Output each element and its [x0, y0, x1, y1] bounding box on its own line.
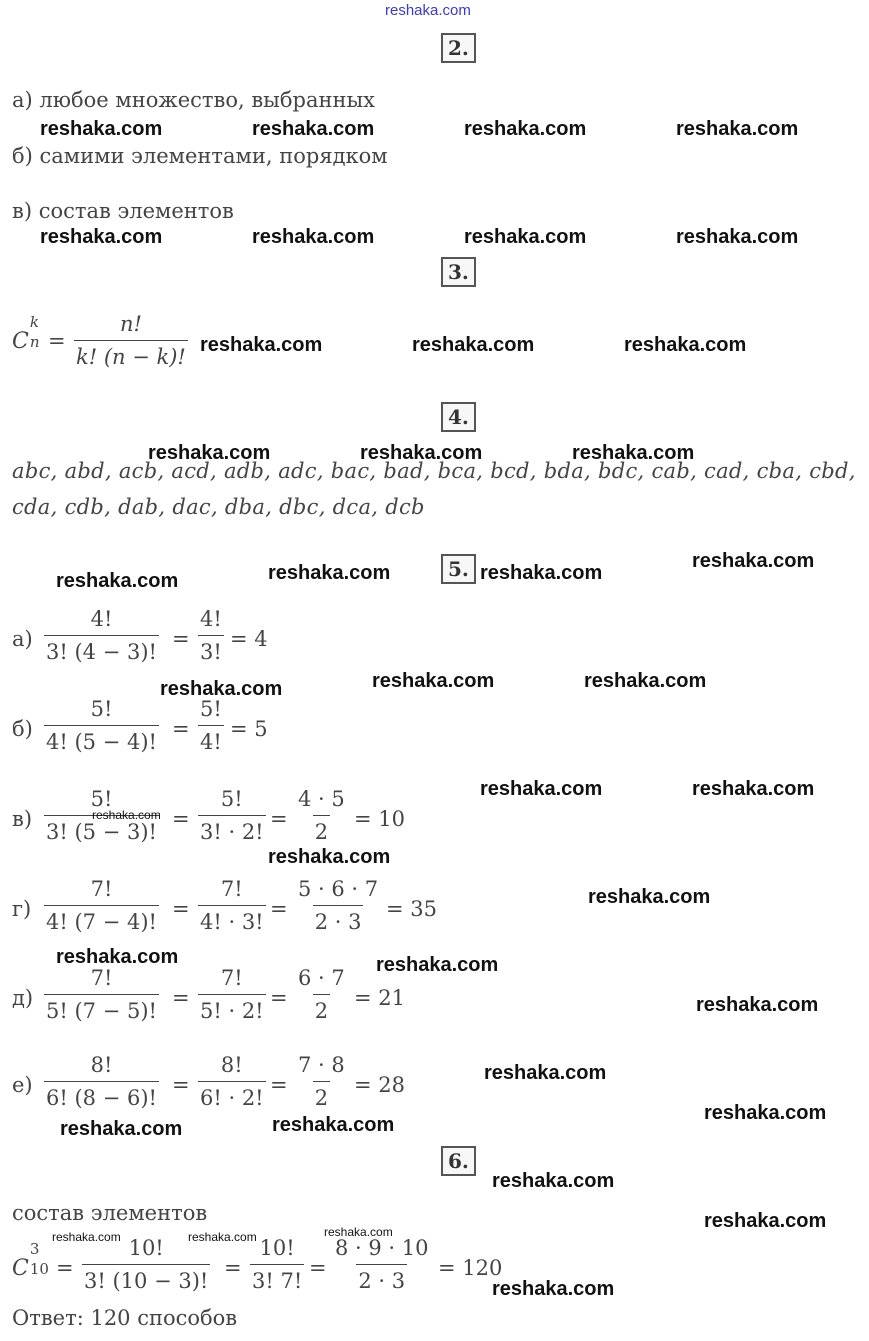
equals-sign: =	[48, 329, 66, 353]
item-label: б)	[12, 717, 33, 741]
watermark-text: reshaka.com	[268, 846, 391, 868]
watermark-text: reshaka.com	[324, 1225, 393, 1239]
fraction: $\frac{7!}{5! (7 - 5)!}$	[46, 966, 157, 1023]
watermark-text: reshaka.com	[268, 562, 391, 584]
watermark-text: reshaka.com	[464, 226, 587, 248]
watermark-text: reshaka.com	[252, 226, 375, 248]
fraction: $\frac{5!}{4! (5 - 4)!}$	[46, 697, 157, 754]
fraction: $\frac{5!}{3! (5 - 3)!}$	[46, 787, 157, 844]
result-value: = 10	[354, 807, 405, 831]
equals-sign: =	[172, 717, 190, 741]
fraction: $\frac{8 \cdot 9 \cdot 10}{2 \cdot 3}$	[335, 1236, 429, 1293]
equals-sign: =	[172, 986, 190, 1010]
equals-sign: =	[56, 1256, 74, 1280]
permutations-line-2: cda, cdb, dab, dac, dba, dbc, dca, dcb	[12, 495, 425, 519]
watermark-text: reshaka.com	[704, 1102, 827, 1124]
watermark-text: reshaka.com	[40, 226, 163, 248]
combination-formula-fraction: $\frac{n!}{k! (n - k)!}$	[76, 312, 186, 369]
watermark-text: reshaka.com	[360, 442, 483, 464]
equals-sign: =	[172, 897, 190, 921]
watermark-text: reshaka.com	[588, 886, 711, 908]
fraction: $\frac{8!}{6! \cdot 2!}$	[200, 1053, 264, 1110]
fraction: $\frac{4!}{3!}$	[200, 607, 222, 664]
equals-sign: =	[172, 1073, 190, 1097]
section-number-5: 5.	[441, 554, 476, 584]
fraction: $\frac{7 \cdot 8}{2}$	[298, 1053, 345, 1110]
watermark-text: reshaka.com	[676, 118, 799, 140]
watermark-text: reshaka.com	[272, 1114, 395, 1136]
watermark-text: reshaka.com	[56, 570, 179, 592]
equals-sign: =	[270, 986, 288, 1010]
item-label: е)	[12, 1073, 33, 1097]
answer-line-a: а) любое множество, выбранных	[12, 88, 376, 112]
watermark-text: reshaka.com	[704, 1210, 827, 1232]
result-value: = 21	[354, 986, 405, 1010]
fraction: $\frac{4 \cdot 5}{2}$	[298, 787, 345, 844]
watermark-text: reshaka.com	[480, 562, 603, 584]
answer-line-b: б) самими элементами, порядком	[12, 144, 388, 168]
fraction: $\frac{10!}{3! 7!}$	[252, 1236, 303, 1293]
permutations-line-1: abc, abd, acb, acd, adb, adc, bac, bad, bca, bcd, bda, bdc, cab, cad, cba, cbd,	[12, 459, 856, 483]
watermark-text: reshaka.com	[492, 1278, 615, 1300]
watermark-text: reshaka.com	[60, 1118, 183, 1140]
answer-line: состав элементов	[12, 1201, 208, 1225]
fraction: $\frac{7!}{4! \cdot 3!}$	[200, 877, 264, 934]
watermark-text: reshaka.com	[148, 442, 271, 464]
watermark-text: reshaka.com	[696, 994, 819, 1016]
section-number-4: 4.	[441, 402, 476, 432]
result-value: = 4	[230, 627, 268, 651]
result-value: = 35	[386, 897, 437, 921]
equals-sign: =	[224, 1256, 242, 1280]
watermark-text: reshaka.com	[200, 334, 323, 356]
site-header-link[interactable]: reshaka.com	[385, 2, 471, 19]
fraction: $\frac{6 \cdot 7}{2}$	[298, 966, 345, 1023]
fraction: $\frac{7!}{4! (7 - 4)!}$	[46, 877, 157, 934]
watermark-text: reshaka.com	[376, 954, 499, 976]
fraction: $\frac{5 \cdot 6 \cdot 7}{2 \cdot 3}$	[298, 877, 379, 934]
watermark-text: reshaka.com	[92, 808, 161, 822]
watermark-text: reshaka.com	[252, 118, 375, 140]
equals-sign: =	[309, 1256, 327, 1280]
final-answer: Ответ: 120 способов	[12, 1306, 238, 1330]
watermark-text: reshaka.com	[40, 118, 163, 140]
watermark-text: reshaka.com	[584, 670, 707, 692]
equals-sign: =	[270, 1073, 288, 1097]
item-label: в)	[12, 807, 33, 831]
watermark-text: reshaka.com	[572, 442, 695, 464]
equals-sign: =	[172, 807, 190, 831]
watermark-text: reshaka.com	[692, 778, 815, 800]
fraction: $\frac{5!}{3! \cdot 2!}$	[200, 787, 264, 844]
item-label: г)	[12, 897, 32, 921]
fraction: $\frac{4!}{3! (4 - 3)!}$	[46, 607, 157, 664]
watermark-text: reshaka.com	[480, 778, 603, 800]
equals-sign: =	[270, 807, 288, 831]
watermark-text: reshaka.com	[492, 1170, 615, 1192]
combination-symbol: C k n	[12, 313, 40, 354]
section-number-6: 6.	[441, 1146, 476, 1176]
watermark-text: reshaka.com	[56, 946, 179, 968]
item-label: д)	[12, 986, 34, 1010]
equals-sign: =	[270, 897, 288, 921]
watermark-text: reshaka.com	[484, 1062, 607, 1084]
result-value: = 120	[438, 1256, 503, 1280]
watermark-text: reshaka.com	[676, 226, 799, 248]
combination-symbol: C 3 10	[12, 1240, 49, 1281]
watermark-text: reshaka.com	[372, 670, 495, 692]
watermark-text: reshaka.com	[52, 1230, 121, 1244]
item-label: а)	[12, 627, 33, 651]
watermark-text: reshaka.com	[464, 118, 587, 140]
fraction: $\frac{10!}{3! (10 - 3)!}$	[84, 1236, 209, 1293]
watermark-text: reshaka.com	[692, 550, 815, 572]
watermark-text: reshaka.com	[188, 1230, 257, 1244]
watermark-text: reshaka.com	[412, 334, 535, 356]
watermark-text: reshaka.com	[624, 334, 747, 356]
answer-line-c: в) состав элементов	[12, 199, 234, 223]
fraction: $\frac{8!}{6! (8 - 6)!}$	[46, 1053, 157, 1110]
fraction: $\frac{5!}{4!}$	[200, 697, 222, 754]
section-number-2: 2.	[441, 33, 476, 63]
equals-sign: =	[172, 627, 190, 651]
result-value: = 28	[354, 1073, 405, 1097]
result-value: = 5	[230, 717, 268, 741]
section-number-3: 3.	[441, 257, 476, 287]
watermark-text: reshaka.com	[160, 678, 283, 700]
fraction: $\frac{7!}{5! \cdot 2!}$	[200, 966, 264, 1023]
